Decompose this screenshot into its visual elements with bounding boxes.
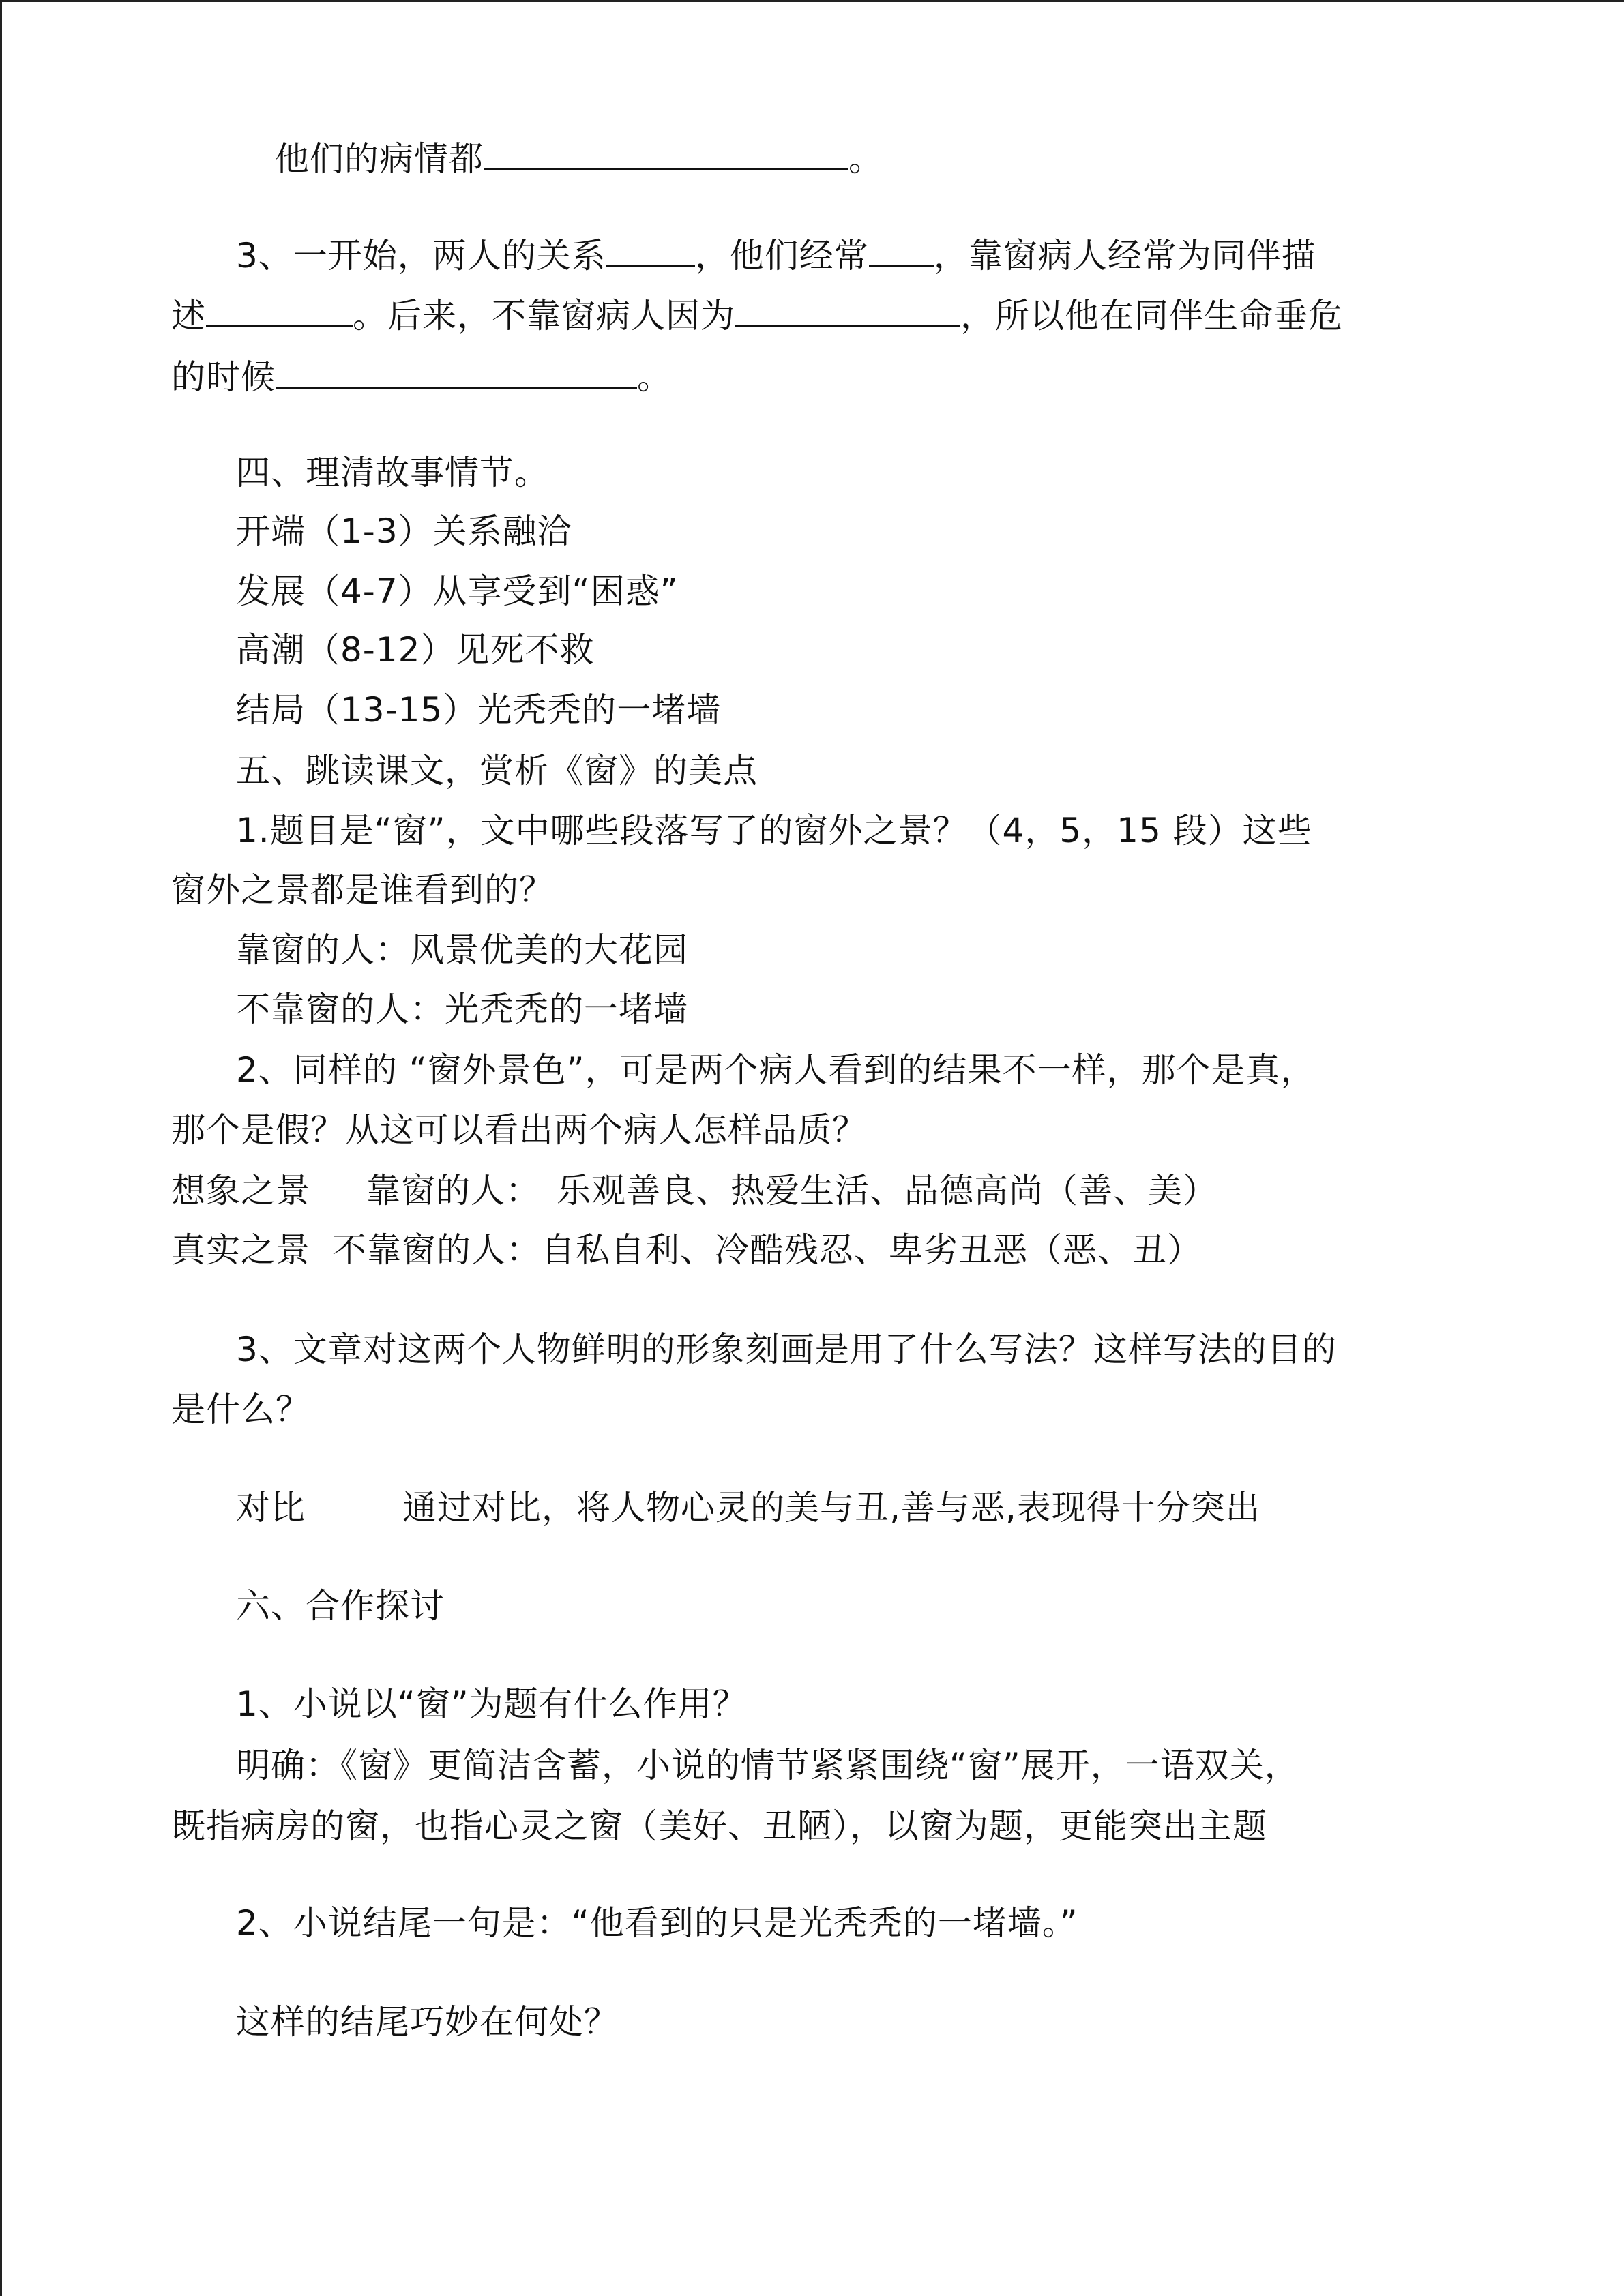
text-segment: 的时候 (171, 357, 276, 397)
fill-in-line (275, 137, 883, 179)
plot-item: 高潮（8-12）见死不救 (236, 630, 595, 670)
section-heading: 四、理清故事情节。 (236, 453, 549, 492)
text-segment: ，所以他在同伴生命垂危 (960, 296, 1343, 336)
technique-explanation: 通过对比，将人物心灵的美与丑,善与恶,表现得十分突出 (402, 1488, 1260, 1527)
row-label: 想象之景 (171, 1171, 310, 1210)
answer-blank[interactable] (484, 137, 848, 170)
answer-text: 既指病房的窗，也指心灵之窗（美好、丑陋），以窗为题，更能突出主题 (171, 1806, 1267, 1846)
text-segment: 。后来，不靠窗病人因为 (353, 296, 735, 336)
plot-item: 发展（4-7）从享受到“困惑” (236, 571, 679, 611)
row-qualities: 自私自利、冷酷残忍、卑劣丑恶（恶、丑） (541, 1230, 1202, 1270)
fill-in-line (171, 355, 672, 398)
row-label: 真实之景 (171, 1230, 310, 1270)
question-text: 1.题目是“窗”，文中哪些段落写了的窗外之景？（4，5，15 段）这些 (236, 811, 1312, 850)
answer-blank[interactable] (206, 294, 353, 327)
technique-label: 对比 (236, 1488, 306, 1527)
row-qualities: 乐观善良、热爱生活、品德高尚（善、美） (557, 1171, 1217, 1210)
question-text: 3、文章对这两个人物鲜明的形象刻画是用了什么写法？这样写法的目的 (236, 1330, 1337, 1369)
answer-blank[interactable] (735, 294, 960, 327)
text-segment: ，靠窗病人经常为同伴描 (933, 236, 1316, 275)
answer-blank[interactable] (606, 234, 695, 267)
answer-text: 明确：《窗》更简洁含蓄，小说的情节紧紧围绕“窗”展开，一语双关， (236, 1746, 1299, 1785)
text-segment: 他们的病情都 (275, 139, 484, 179)
answer-row (236, 1487, 1260, 1528)
question-text: 1、小说以“窗”为题有什么作用？ (236, 1684, 748, 1724)
answer-text: 靠窗的人：风景优美的大花园 (236, 930, 688, 970)
text-segment: 。 (848, 139, 883, 179)
comparison-row (171, 1229, 1202, 1270)
row-person: 靠窗的人： (366, 1171, 540, 1210)
question-text: 窗外之景都是谁看到的？ (171, 870, 554, 910)
text-segment: 。 (637, 357, 672, 397)
text-segment: 述 (171, 296, 206, 336)
plot-item: 结局（13-15）光秃秃的一堵墙 (236, 690, 722, 730)
row-person: 不靠窗的人： (332, 1230, 541, 1270)
section-heading: 五、跳读课文，赏析《窗》的美点 (236, 751, 758, 790)
fill-in-line (236, 234, 1316, 276)
text-segment: ，他们经常 (694, 236, 869, 275)
answer-blank[interactable] (276, 355, 637, 389)
comparison-row (171, 1170, 1217, 1211)
section-heading: 六、合作探讨 (236, 1586, 445, 1626)
question-text: 2、同样的 “窗外景色”，可是两个病人看到的结果不一样，那个是真， (236, 1050, 1316, 1090)
answer-blank[interactable] (869, 234, 934, 267)
question-text: 那个是假？从这可以看出两个病人怎样品质？ (171, 1110, 867, 1150)
question-text: 是什么？ (171, 1390, 310, 1429)
plot-item: 开端（1-3）关系融洽 (236, 511, 572, 551)
question-text: 2、小说结尾一句是：“他看到的只是光秃秃的一堵墙。” (236, 1903, 1078, 1943)
answer-text: 不靠窗的人：光秃秃的一堵墙 (236, 989, 688, 1029)
fill-in-line (171, 294, 1343, 336)
question-text: 这样的结尾巧妙在何处？ (236, 2002, 619, 2042)
text-segment: 3、一开始，两人的关系 (236, 236, 606, 275)
